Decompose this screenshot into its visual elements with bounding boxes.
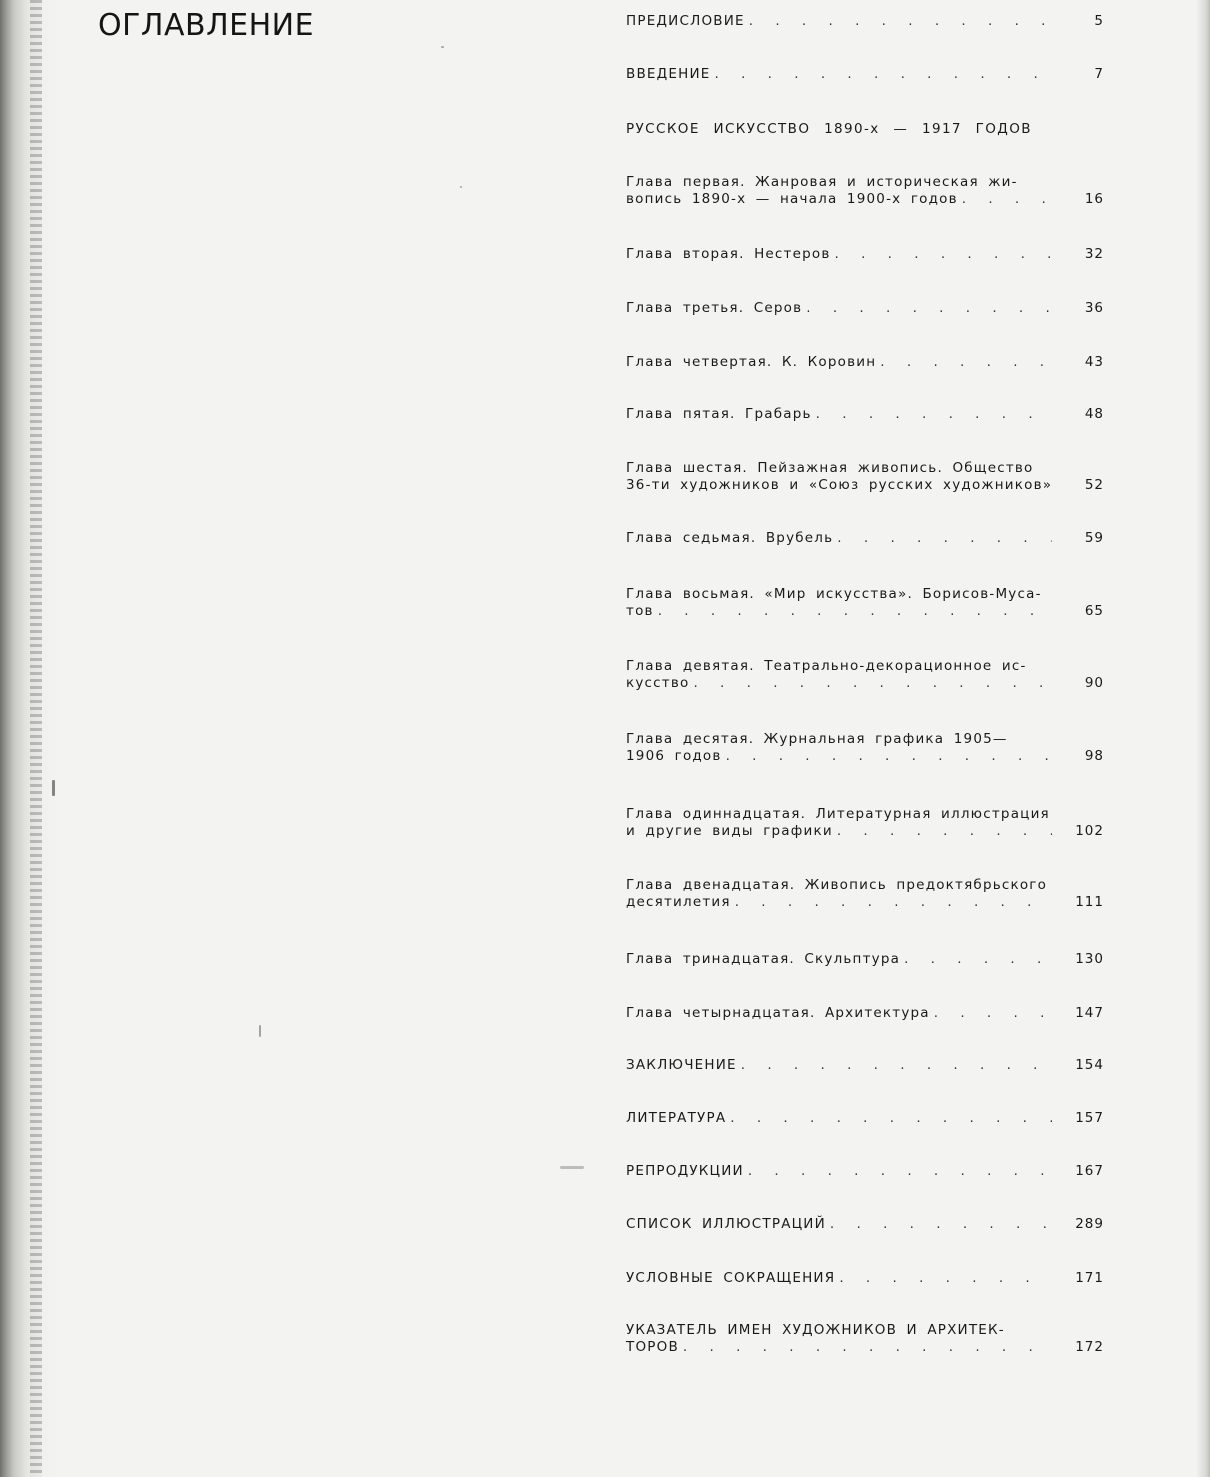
toc-leader-dots	[726, 748, 1052, 765]
toc-entry	[626, 1057, 1106, 1074]
toc-page-number: 43	[1084, 354, 1104, 370]
toc-entry-title	[626, 658, 1052, 692]
toc-entry-title	[626, 1163, 1052, 1180]
toc-entry-title-text: ЛИТЕРАТУРА	[626, 1110, 727, 1126]
toc-entry-title-line: УКАЗАТЕЛЬ ИМЕН ХУДОЖНИКОВ И АРХИТЕК-	[626, 1322, 1005, 1338]
toc-page-number: 172	[1075, 1339, 1104, 1355]
toc-leader-dots	[962, 191, 1052, 208]
toc-leader-dots	[934, 1005, 1052, 1022]
toc-entry-title-line: Глава шестая. Пейзажная живопись. Общество	[626, 460, 1034, 476]
toc-page-number: 7	[1094, 66, 1104, 82]
toc-leader-dots	[658, 603, 1052, 620]
paper-speck	[460, 186, 462, 188]
toc-entry-title-line: Глава восьмая. «Мир искусства». Борисов-Муса-	[626, 586, 1042, 602]
toc-entry-title-line	[626, 1057, 1052, 1074]
toc-page-number: 65	[1084, 603, 1104, 619]
toc-entry-title-text: 36-ти художников и «Союз русских художников»	[626, 477, 1053, 493]
toc-entry-title-text: РЕПРОДУКЦИИ	[626, 1163, 744, 1179]
toc-entry-title	[626, 1005, 1052, 1022]
toc-page-number: 52	[1084, 477, 1104, 493]
toc-entry-title-line: Глава девятая. Театрально-декорационное ис-	[626, 658, 1027, 674]
paper-speck	[441, 46, 444, 48]
paper-speck	[52, 780, 55, 796]
toc-page-number: 48	[1084, 406, 1104, 422]
toc-entry-title-line	[626, 1110, 1052, 1127]
toc-entry-title-line	[626, 13, 1052, 30]
toc-leader-dots	[741, 1057, 1052, 1074]
toc-entry-title-line	[626, 406, 1052, 423]
toc-entry	[626, 877, 1106, 911]
toc-page-number: 167	[1075, 1163, 1104, 1179]
toc-entry	[626, 13, 1106, 30]
toc-entry-title-text: ТОРОВ	[626, 1339, 679, 1355]
toc-page-number: 111	[1075, 894, 1104, 910]
toc-leader-dots	[837, 823, 1052, 840]
toc-entry-title	[626, 1270, 1052, 1287]
toc-entry-title	[626, 586, 1052, 620]
binding-stitching	[30, 0, 42, 1477]
toc-entry-title-line	[626, 603, 1052, 620]
paper-speck	[259, 1025, 261, 1037]
book-binding-edge	[0, 0, 58, 1477]
toc-page-number: 32	[1084, 246, 1104, 262]
table-of-contents	[626, 0, 1106, 1477]
toc-leader-dots	[749, 13, 1052, 30]
toc-entry-title-text: Глава третья. Серов	[626, 300, 803, 316]
toc-entry-title-text: 1906 годов	[626, 748, 722, 764]
toc-entry-title-line	[626, 951, 1052, 968]
toc-entry-title-line	[626, 191, 1052, 208]
toc-entry	[626, 530, 1106, 547]
toc-entry-title-text: Глава четырнадцатая. Архитектура	[626, 1005, 930, 1021]
toc-entry	[626, 406, 1106, 423]
toc-page-number: 59	[1084, 530, 1104, 546]
toc-entry-title-line	[626, 1270, 1052, 1287]
toc-entry-title	[626, 530, 1052, 547]
toc-entry-title-line	[626, 300, 1052, 317]
toc-entry	[626, 1110, 1106, 1127]
toc-leader-dots	[880, 354, 1052, 371]
toc-entry-title	[626, 951, 1052, 968]
toc-entry-title	[626, 354, 1052, 371]
toc-entry	[626, 951, 1106, 968]
toc-entry	[626, 806, 1106, 840]
toc-entry-title-line	[626, 675, 1052, 692]
toc-entry-title	[626, 300, 1052, 317]
toc-entry-title	[626, 66, 1052, 83]
toc-entry-title-line	[626, 246, 1052, 263]
toc-entry-title	[626, 174, 1052, 208]
toc-entry	[626, 354, 1106, 371]
toc-page-number: 147	[1075, 1005, 1104, 1021]
page-title: ОГЛАВЛЕНИЕ	[98, 8, 315, 43]
toc-leader-dots	[683, 1339, 1052, 1356]
toc-page-number: 102	[1075, 823, 1104, 839]
toc-leader-dots	[839, 1270, 1052, 1287]
toc-page-number: 289	[1075, 1216, 1104, 1232]
toc-page-number: 171	[1075, 1270, 1104, 1286]
toc-entry-title-text: вопись 1890-х — начала 1900-х годов	[626, 191, 958, 207]
toc-entry-title-text: ЗАКЛЮЧЕНИЕ	[626, 1057, 737, 1073]
toc-entry	[626, 1163, 1106, 1180]
toc-page-number: 154	[1075, 1057, 1104, 1073]
toc-entry-title-text: десятилетия	[626, 894, 731, 910]
paper-speck	[560, 1166, 584, 1169]
toc-entry-title	[626, 406, 1052, 423]
toc-entry-title-line	[626, 530, 1052, 547]
toc-entry-title-text: СПИСОК ИЛЛЮСТРАЦИЙ	[626, 1216, 826, 1232]
toc-leader-dots	[715, 66, 1052, 83]
toc-entry-title-text: Глава пятая. Грабарь	[626, 406, 812, 422]
toc-entry-title-line	[626, 1339, 1052, 1356]
toc-entry-title-text: кусство	[626, 675, 690, 691]
toc-leader-dots	[735, 894, 1052, 911]
toc-entry-title-line: Глава первая. Жанровая и историческая жи-	[626, 174, 1018, 190]
toc-entry-title-text: УСЛОВНЫЕ СОКРАЩЕНИЯ	[626, 1270, 836, 1286]
toc-entry-title	[626, 246, 1052, 263]
toc-entry-title	[626, 1216, 1052, 1233]
toc-page-number: 90	[1084, 675, 1104, 691]
toc-section-heading: РУССКОЕ ИСКУССТВО 1890-х — 1917 ГОДОВ	[626, 121, 1032, 137]
toc-entry-title-line	[626, 354, 1052, 371]
toc-entry-title-line	[626, 894, 1052, 911]
toc-entry-title-line	[626, 1216, 1052, 1233]
toc-entry-title	[626, 1322, 1052, 1356]
toc-page-number: 36	[1084, 300, 1104, 316]
toc-entry	[626, 246, 1106, 263]
toc-entry-title-text: Глава тринадцатая. Скульптура	[626, 951, 901, 967]
toc-entry	[626, 460, 1106, 494]
toc-leader-dots	[830, 1216, 1052, 1233]
toc-entry-title-text: Глава четвертая. К. Коровин	[626, 354, 877, 370]
toc-leader-dots	[730, 1110, 1052, 1127]
toc-page-number: 157	[1075, 1110, 1104, 1126]
toc-entry-title-text: Глава седьмая. Врубель	[626, 530, 834, 546]
toc-entry-title	[626, 877, 1052, 911]
toc-entry-title-text: Глава вторая. Нестеров	[626, 246, 831, 262]
toc-entry	[626, 1216, 1106, 1233]
toc-entry	[626, 300, 1106, 317]
toc-entry	[626, 66, 1106, 83]
toc-entry	[626, 731, 1106, 765]
toc-entry-title-text: тов	[626, 603, 654, 619]
toc-entry-title-line	[626, 1163, 1052, 1180]
toc-leader-dots	[837, 530, 1052, 547]
toc-entry-title	[626, 460, 1052, 494]
toc-leader-dots	[693, 675, 1052, 692]
toc-entry-title-text: ВВЕДЕНИЕ	[626, 66, 711, 82]
toc-entry-title	[626, 806, 1052, 840]
toc-entry	[626, 1005, 1106, 1022]
toc-leader-dots	[748, 1163, 1052, 1180]
toc-entry-title-line	[626, 1005, 1052, 1022]
toc-entry-title-text: и другие виды графики	[626, 823, 833, 839]
toc-page-number: 16	[1084, 191, 1104, 207]
page-right-edge	[1196, 0, 1210, 1477]
toc-entry-title	[626, 1057, 1052, 1074]
toc-entry	[626, 1322, 1106, 1356]
toc-leader-dots	[816, 406, 1052, 423]
toc-leader-dots	[904, 951, 1052, 968]
toc-entry-title	[626, 1110, 1052, 1127]
toc-leader-dots	[835, 246, 1052, 263]
toc-entry	[626, 174, 1106, 208]
toc-entry-title	[626, 731, 1052, 765]
toc-entry-title-line: Глава одиннадцатая. Литературная иллюстрация	[626, 806, 1050, 822]
toc-page-number: 98	[1084, 748, 1104, 764]
toc-entry-title-line	[626, 66, 1052, 83]
toc-entry-title	[626, 13, 1052, 30]
toc-entry-title-line: Глава десятая. Журнальная графика 1905—	[626, 731, 1008, 747]
toc-entry	[626, 1270, 1106, 1287]
toc-entry	[626, 586, 1106, 620]
toc-entry-title-line	[626, 748, 1052, 765]
toc-entry-title-line: Глава двенадцатая. Живопись предоктябрьского	[626, 877, 1048, 893]
toc-entry	[626, 658, 1106, 692]
toc-leader-dots	[806, 300, 1052, 317]
toc-entry-title-line	[626, 823, 1052, 840]
toc-entry-title-line	[626, 477, 1052, 494]
toc-page-number: 130	[1075, 951, 1104, 967]
toc-page-number: 5	[1094, 13, 1104, 29]
toc-entry-title-text: ПРЕДИСЛОВИЕ	[626, 13, 745, 29]
